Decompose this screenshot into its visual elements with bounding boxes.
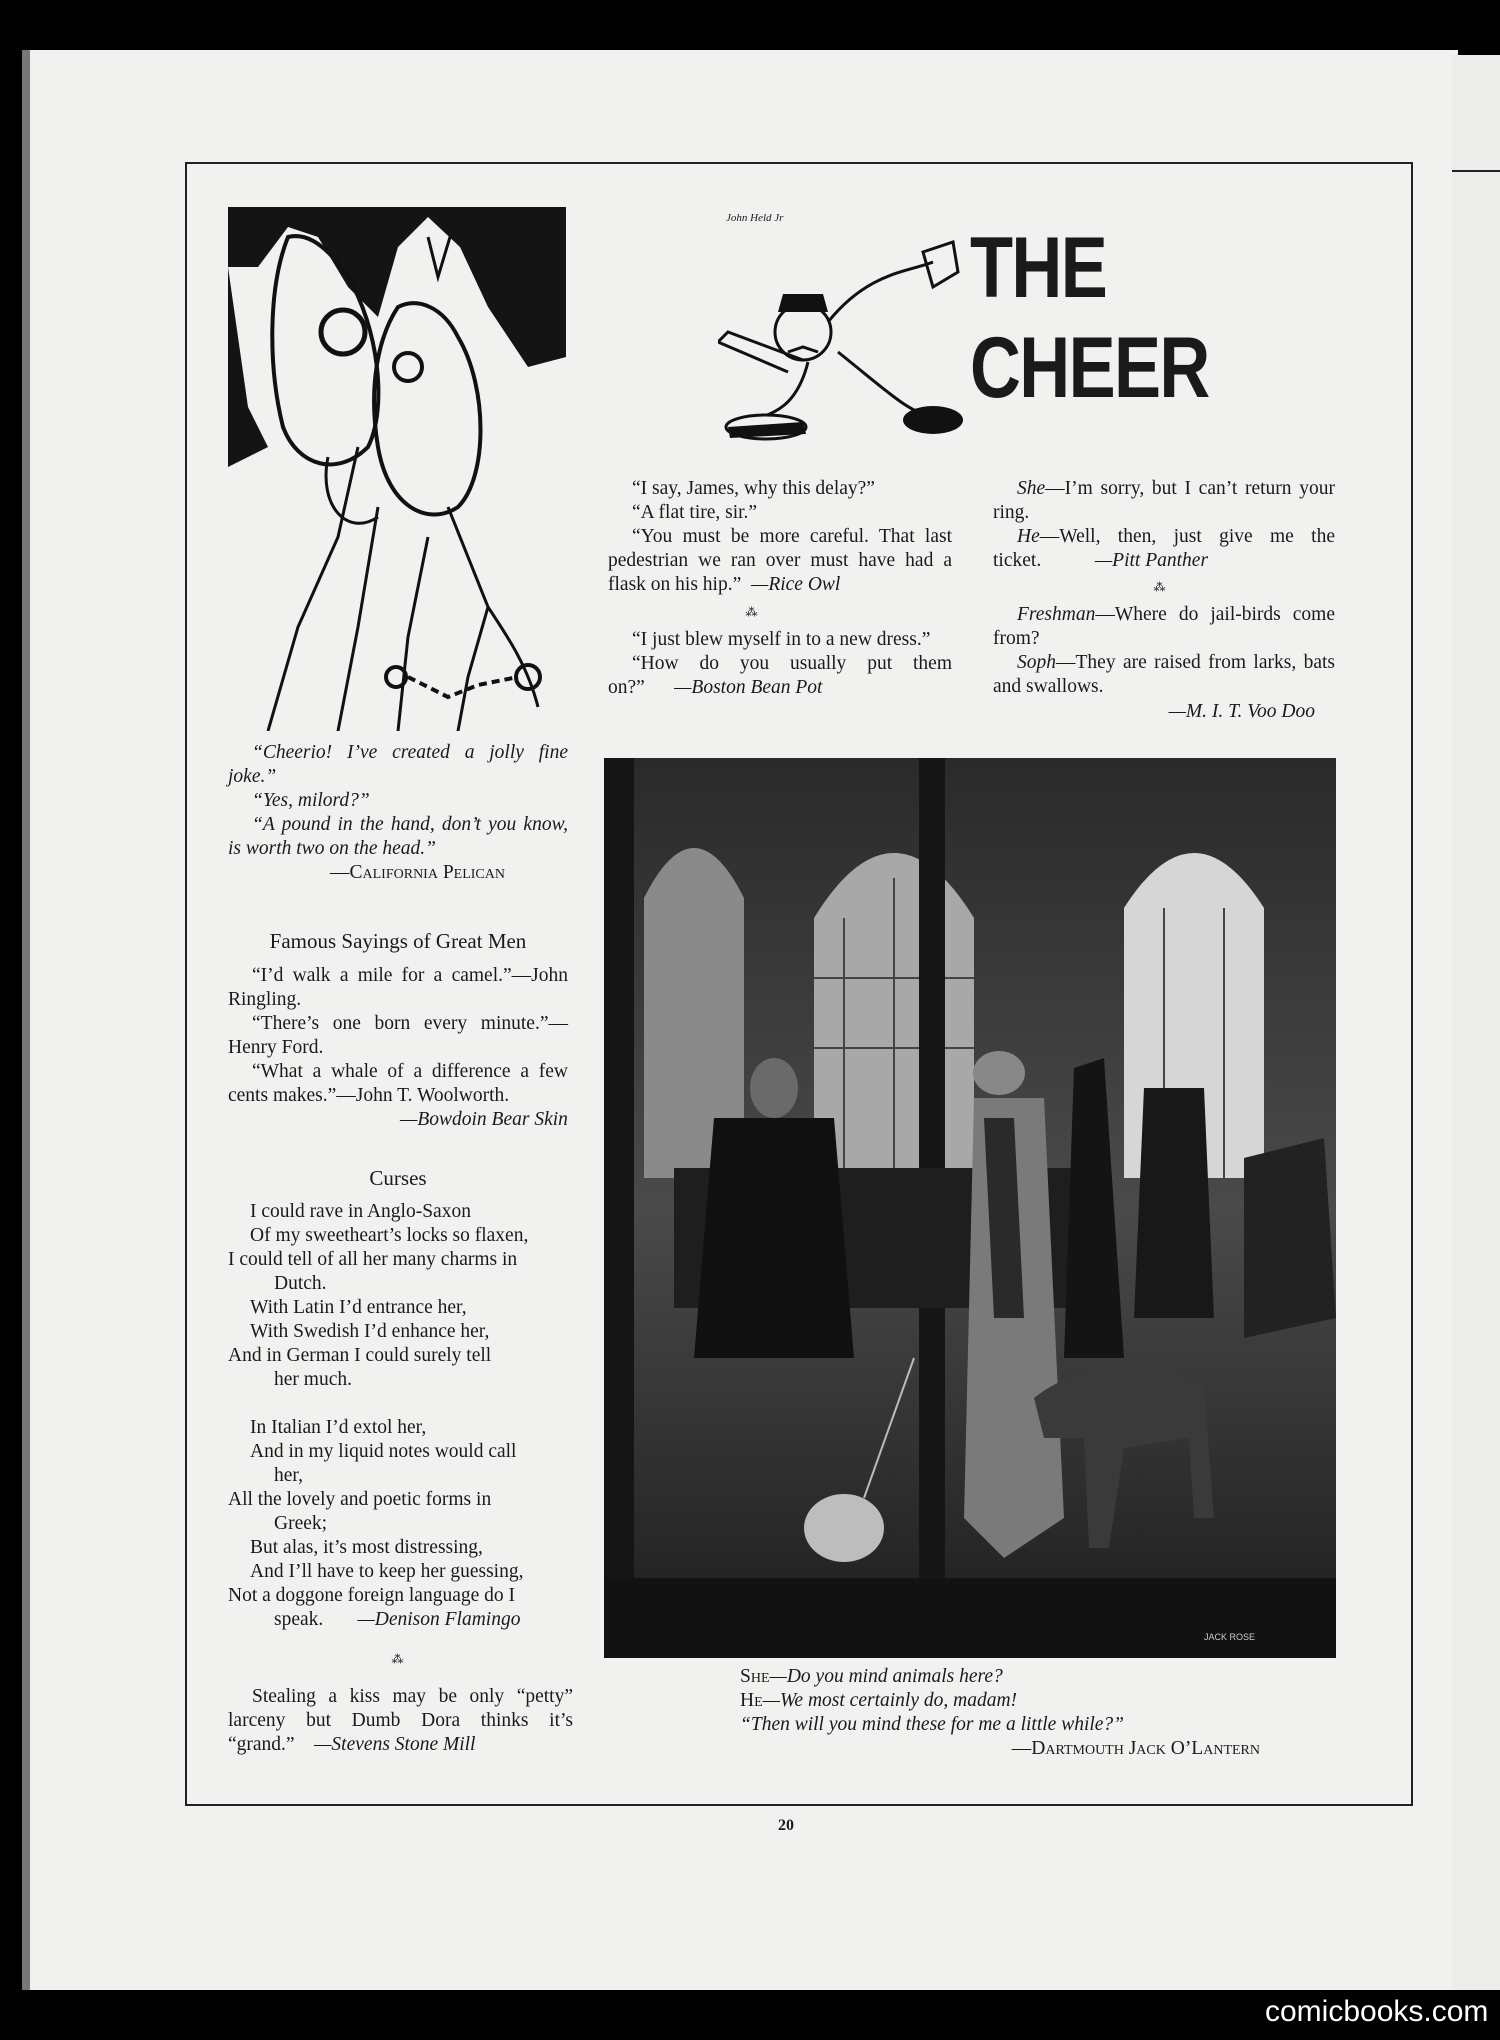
dartmouth-source: —Dartmouth Jack O’Lantern xyxy=(1011,1738,1260,1759)
caption-line: “Then will you mind these for me a little while?” xyxy=(740,1714,1125,1735)
rice-owl-source: —Rice Owl xyxy=(750,574,841,595)
joke-line: “A flat tire, sir.” xyxy=(632,502,758,523)
caption-speaker-she: She xyxy=(740,1666,770,1687)
pelican-source: —California Pelican xyxy=(330,862,505,883)
caption-line: “A pound in the hand, don’t you know, is worth two on the head.” xyxy=(228,814,568,859)
saying-line: “I’d walk a mile for a camel.”—John Ringling. xyxy=(228,965,568,1010)
poem-line: With Latin I’d entrance her, xyxy=(250,1297,467,1318)
joke-line: “I say, James, why this delay?” xyxy=(632,478,875,499)
poem-line: I could tell of all her many charms in xyxy=(228,1249,518,1270)
illustration-caption: She—Do you mind animals here? He—We most certainly do, madam! “Then will you mind these for me a little while?” xyxy=(740,1665,1280,1737)
poem-line: her much. xyxy=(274,1369,352,1390)
joke-line: “I just blew myself in to a new dress.” xyxy=(632,629,931,650)
middle-column-jokes xyxy=(608,477,952,597)
caption-speaker-he: He xyxy=(740,1690,763,1711)
poem-line: All the lovely and poetic forms in xyxy=(228,1489,492,1510)
famous-sayings-source: —Bowdoin Bear Skin xyxy=(400,1109,568,1130)
poem-line: I could rave in Anglo-Saxon xyxy=(250,1201,471,1222)
lobby-illustration xyxy=(604,758,1336,1658)
poem-line: Not a doggone foreign language do I xyxy=(228,1585,515,1606)
famous-sayings-heading: Famous Sayings of Great Men xyxy=(269,929,527,953)
middle-column-joke2 xyxy=(608,628,952,700)
poem-line: And in German I could surely tell xyxy=(228,1345,492,1366)
curses-heading: Curses xyxy=(369,1166,427,1190)
poem-line: Dutch. xyxy=(274,1273,327,1294)
curses-poem xyxy=(228,1200,573,1632)
artist-signature: John Held Jr xyxy=(726,212,784,224)
poem-line: In Italian I’d extol her, xyxy=(250,1417,427,1438)
right-column-joke2: Freshman—Where do jail-birds come from? Soph—They are raised from larks, bats and swallows. xyxy=(993,604,1335,697)
speaker-freshman: Freshman xyxy=(1017,604,1096,625)
poem-line: And in my liquid notes would call xyxy=(250,1441,517,1462)
poem-line: her, xyxy=(274,1465,303,1486)
joke-line: “How do you usually put them on?” xyxy=(608,653,952,698)
boston-bean-pot-source: —Boston Bean Pot xyxy=(674,677,823,698)
masthead-illustration xyxy=(718,212,963,446)
masthead-title: THE CHEER xyxy=(970,220,1209,416)
poem-line: speak. —Denison Flamingo xyxy=(274,1609,521,1630)
speaker-soph: Soph xyxy=(1017,652,1056,673)
saying-line: “There’s one born every minute.”—Henry Ford. xyxy=(228,1013,568,1058)
caption-line: “Yes, milord?” xyxy=(252,790,370,811)
stealing-kiss-text: Stealing a kiss may be only “petty” larceny but Dumb Dora thinks it’s “grand.” —Stevens Stone Mill xyxy=(228,1686,573,1755)
caption-line: “Cheerio! I’ve created a jolly fine joke.” xyxy=(228,742,568,787)
dingbat-separator: ⁂ xyxy=(745,605,759,619)
joke-line: “You must be more careful. That last pedestrian we ran over must have had a flask on his hip.” xyxy=(608,526,952,595)
poem-line: But alas, it’s most distressing, xyxy=(250,1537,483,1558)
famous-sayings-body xyxy=(228,964,568,1108)
pelican-cartoon xyxy=(228,207,566,731)
curses-source: —Denison Flamingo xyxy=(357,1609,521,1630)
poem-line: And I’ll have to keep her guessing, xyxy=(250,1561,524,1582)
page-number: 20 xyxy=(778,1817,794,1834)
facing-page-edge xyxy=(1452,55,1500,1990)
right-column-joke1: She—I’m sorry, but I can’t return your ring. He—Well, then, just give me the ticket. —Pitt Panther xyxy=(993,478,1335,571)
poem-line: Of my sweetheart’s locks so flaxen, xyxy=(250,1225,529,1246)
pitt-panther-source: —Pitt Panther xyxy=(1094,550,1209,571)
speaker-she: She xyxy=(1017,478,1046,499)
illustration-signature: JACK ROSE xyxy=(1204,1632,1256,1642)
speaker-he: He xyxy=(1017,526,1040,547)
watermark: comicbooks.com xyxy=(1265,1995,1489,2028)
voo-doo-source: —M. I. T. Voo Doo xyxy=(1168,701,1315,722)
pelican-caption xyxy=(228,741,568,861)
dingbat-separator: ⁂ xyxy=(391,1652,405,1666)
stealing-kiss-source: —Stevens Stone Mill xyxy=(314,1734,476,1755)
poem-line: Greek; xyxy=(274,1513,328,1534)
poem-line: With Swedish I’d enhance her, xyxy=(250,1321,490,1342)
saying-line: “What a whale of a difference a few cents makes.”—John T. Woolworth. xyxy=(228,1061,568,1106)
dingbat-separator: ⁂ xyxy=(1153,580,1167,594)
